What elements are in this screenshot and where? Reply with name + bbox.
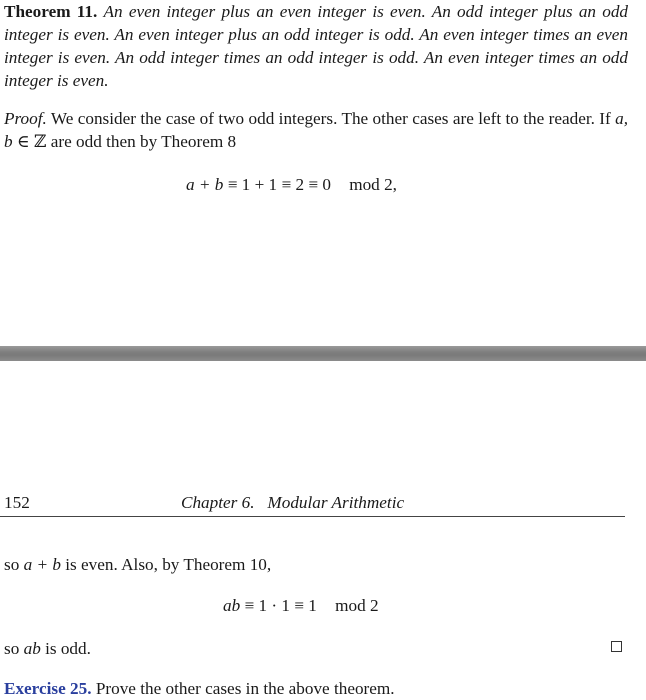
continuation-text: is even. Also, by Theorem 10, <box>65 555 272 574</box>
equation-2-mod: mod 2 <box>335 596 379 615</box>
page-number: 152 <box>4 493 30 512</box>
continuation-so: so <box>4 555 20 574</box>
exercise-label: Exercise 25. <box>4 679 92 698</box>
proof-text-2: are odd then by Theorem 8 <box>50 132 237 151</box>
exercise-text: Prove the other cases in the above theorem. <box>95 679 395 698</box>
proof-paragraph <box>4 107 628 153</box>
theorem-label: Theorem 11. <box>4 2 98 21</box>
equation-1-mod: mod 2, <box>349 175 397 194</box>
conclusion-prod: ab <box>23 639 41 658</box>
proof-label: Proof. <box>4 109 47 128</box>
theorem-statement: An even integer plus an even integer is even. An odd integer plus an odd integer is even. An even integer plus an odd integer is odd. An even integer times an even integer is even. An odd integer times an odd integer is odd. An even integer times an odd integer is even. <box>4 2 629 90</box>
integers-symbol: ℤ <box>33 132 47 151</box>
exercise-25 <box>4 677 395 700</box>
equation-2-rhs: ≡ 1 · 1 ≡ 1 <box>244 596 317 615</box>
continuation-line <box>4 553 271 576</box>
proof-text-1: We consider the case of two odd integers. The other cases are left to the reader. If <box>50 109 611 128</box>
running-head: Chapter 6. Modular Arithmetic <box>181 493 405 512</box>
conclusion-so: so <box>4 639 20 658</box>
equation-2 <box>223 594 379 617</box>
element-of-symbol: ∈ <box>16 132 30 151</box>
conclusion-text: is odd. <box>45 639 91 658</box>
equation-1 <box>186 173 397 196</box>
header-rule <box>0 516 625 517</box>
equation-1-rhs: ≡ 1 + 1 ≡ 2 ≡ 0 <box>227 175 331 194</box>
continuation-sum: a + b <box>23 555 61 574</box>
page-break-bar <box>0 346 646 361</box>
proof-vars-ab: a, b <box>4 109 629 151</box>
qed-square-icon <box>611 641 622 652</box>
equation-2-lhs: ab <box>223 596 241 615</box>
equation-1-lhs: a + b <box>186 175 224 194</box>
theorem-11 <box>4 0 628 92</box>
conclusion-line <box>4 637 91 660</box>
